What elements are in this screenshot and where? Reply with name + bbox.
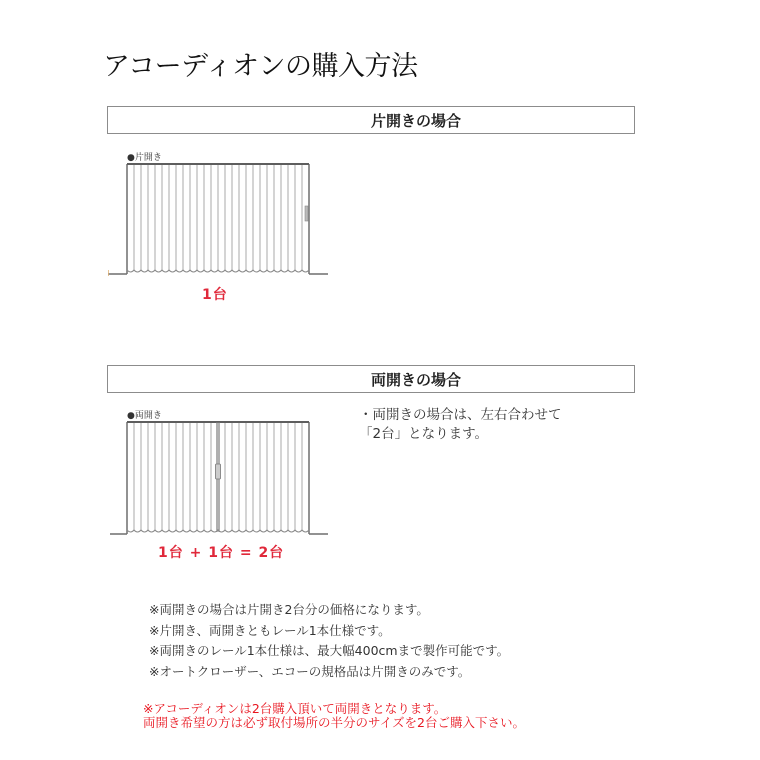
- door-handle-icon: [216, 464, 221, 479]
- double-opening-note-line: 「2台」となります。: [359, 426, 489, 442]
- note-item: ※オートクローザー、エコーの規格品は片開きのみです。: [149, 663, 471, 679]
- double-opening-count: 1台 + 1台 = 2台: [158, 545, 285, 561]
- note-item: ※両開きの場合は片開き2台分の価格になります。: [149, 602, 429, 617]
- note-item: ※片開き、両開きともレール1本仕様です。: [149, 622, 391, 638]
- single-opening-diagram-label: ●片開き: [127, 153, 162, 163]
- single-opening-header: [107, 106, 635, 134]
- page-title: アコーディオンの購入方法: [103, 51, 418, 82]
- notes-list: [149, 600, 509, 682]
- double-opening-diagram-label: ●両開き: [127, 411, 162, 421]
- accordion-door-double-icon: [108, 420, 330, 536]
- warning-line: ※アコーディオンは2台購入頂いて両開きとなります。: [143, 701, 447, 716]
- accordion-door-single-icon: [108, 162, 330, 278]
- single-opening-count: 1台: [202, 287, 228, 303]
- double-opening-door-diagram: [108, 420, 330, 536]
- double-opening-note-line: ・両開きの場合は、左右合わせて: [359, 407, 562, 423]
- single-opening-door-diagram: [108, 162, 330, 278]
- door-handle-icon: [305, 206, 308, 221]
- double-opening-header-text: 両開きの場合: [370, 370, 461, 389]
- warning-line: 両開き希望の方は必ず取付場所の半分のサイズを2台ご購入下さい。: [143, 715, 525, 730]
- single-opening-header-text: 片開きの場合: [370, 111, 461, 130]
- double-opening-header: [107, 365, 635, 393]
- double-opening-note: [359, 406, 562, 444]
- purchase-warning: [143, 702, 525, 730]
- note-item: ※両開きのレール1本仕様は、最大幅400cmまで製作可能です。: [149, 643, 510, 658]
